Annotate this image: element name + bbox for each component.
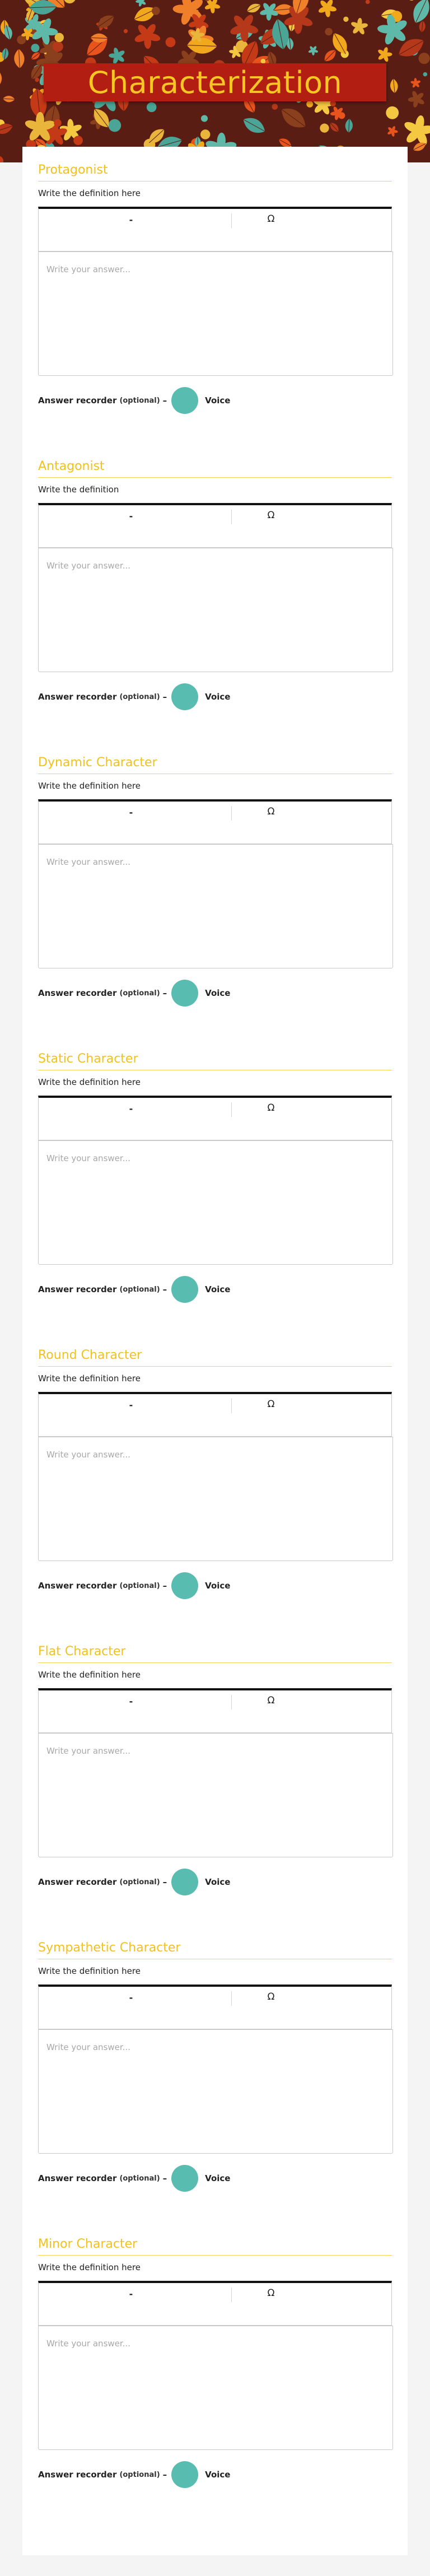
special-characters-button[interactable]: Ω [267, 806, 275, 817]
page-title: Characterization [87, 64, 343, 100]
question-section [38, 459, 392, 571]
leaf-shape [405, 87, 428, 111]
answer-recorder [38, 1572, 230, 1599]
voice-label: Voice [205, 2470, 231, 2480]
answer-textarea[interactable]: Write your answer... [38, 2326, 393, 2450]
answer-textarea[interactable]: Write your answer... [38, 1437, 393, 1561]
special-characters-button[interactable]: Ω [267, 1102, 275, 1114]
leaf-shape [419, 20, 426, 32]
record-voice-button[interactable] [171, 387, 198, 414]
answer-textarea[interactable]: Write your answer... [38, 1733, 393, 1857]
section-title: Dynamic Character [38, 755, 392, 774]
question-section [38, 1940, 392, 2052]
leaf-shape [386, 125, 399, 138]
minus-button[interactable]: - [129, 1103, 133, 1114]
recorder-optional: (optional) [119, 989, 160, 998]
leaf-shape [345, 118, 353, 133]
leaf-shape [123, 29, 129, 34]
section-title: Sympathetic Character [38, 1940, 392, 1959]
leaf-shape [245, 1, 262, 15]
leaf-shape [407, 0, 417, 2]
question-section [38, 755, 392, 867]
minus-button[interactable]: - [129, 2289, 133, 2299]
recorder-label: Answer recorder [38, 692, 117, 702]
editor-toolbar [38, 1096, 392, 1163]
special-characters-button[interactable]: Ω [267, 1991, 275, 2002]
record-voice-button[interactable] [171, 683, 198, 710]
answer-recorder [38, 1276, 230, 1303]
leaf-shape [165, 37, 175, 47]
answer-textarea[interactable]: Write your answer... [38, 548, 393, 672]
recorder-dash: – [162, 2173, 167, 2183]
record-voice-button[interactable] [171, 1572, 198, 1599]
section-definition: Write the definition here [38, 1077, 141, 1087]
section-definition: Write the definition here [38, 1966, 141, 1976]
answer-recorder [38, 387, 230, 414]
leaf-shape [377, 46, 392, 63]
leaf-shape [3, 96, 15, 103]
voice-label: Voice [205, 395, 231, 406]
recorder-dash: – [162, 395, 167, 406]
header-banner [0, 0, 430, 162]
minus-button[interactable]: - [129, 1400, 133, 1410]
leaf-shape [147, 102, 157, 112]
recorder-optional: (optional) [119, 396, 160, 405]
question-section [38, 1348, 392, 1460]
leaf-shape [201, 115, 208, 122]
question-section [38, 1051, 392, 1163]
leaf-shape [0, 69, 2, 88]
leaf-shape [277, 103, 310, 133]
question-section [38, 2237, 392, 2349]
section-title: Antagonist [38, 459, 392, 478]
recorder-optional: (optional) [119, 1878, 160, 1886]
recorder-label: Answer recorder [38, 1877, 117, 1887]
leaf-shape [376, 12, 410, 47]
leaf-shape [0, 156, 3, 162]
leaf-shape [135, 0, 147, 7]
recorder-optional: (optional) [119, 1285, 160, 1294]
leaf-shape [204, 0, 221, 14]
toolbar-divider [231, 510, 232, 524]
leaf-shape [417, 50, 430, 66]
section-definition: Write the definition here [38, 781, 141, 791]
recorder-dash: – [162, 2470, 167, 2480]
recorder-dash: – [162, 1581, 167, 1591]
toolbar-divider [231, 1399, 232, 1413]
voice-label: Voice [205, 1877, 231, 1887]
leaf-shape [199, 128, 212, 141]
voice-label: Voice [205, 692, 231, 702]
answer-recorder [38, 683, 230, 710]
toolbar-divider [231, 213, 232, 228]
special-characters-button[interactable]: Ω [267, 2288, 275, 2299]
answer-textarea[interactable]: Write your answer... [38, 1140, 393, 1265]
special-characters-button[interactable]: Ω [267, 1399, 275, 1410]
voice-label: Voice [205, 988, 231, 998]
voice-label: Voice [205, 1581, 231, 1591]
editor-toolbar [38, 799, 392, 867]
leaf-shape [240, 114, 268, 137]
toolbar-divider [231, 1695, 232, 1709]
record-voice-button[interactable] [171, 2165, 198, 2192]
section-title: Flat Character [38, 1644, 392, 1663]
answer-recorder [38, 2165, 230, 2192]
leaf-shape [324, 27, 334, 36]
voice-label: Voice [205, 1284, 231, 1294]
record-voice-button[interactable] [171, 980, 198, 1007]
section-title: Minor Character [38, 2237, 392, 2256]
leaf-shape [347, 15, 371, 39]
recorder-label: Answer recorder [38, 2470, 117, 2480]
leaf-shape [342, 16, 349, 23]
leaf-shape [227, 9, 262, 45]
minus-button[interactable]: - [129, 511, 133, 521]
minus-button[interactable]: - [129, 1992, 133, 2003]
leaf-shape [422, 71, 428, 77]
leaf-shape [408, 76, 423, 90]
leaf-shape [133, 22, 162, 49]
leaf-shape [409, 0, 430, 26]
leaf-shape [63, 0, 76, 3]
recorder-label: Answer recorder [38, 1284, 117, 1294]
section-definition: Write the definition here [38, 1373, 141, 1384]
recorder-dash: – [162, 692, 167, 702]
recorder-label: Answer recorder [38, 395, 117, 406]
leaf-shape [384, 104, 401, 122]
special-characters-button[interactable]: Ω [267, 213, 275, 225]
section-definition: Write the definition here [38, 1670, 141, 1680]
record-voice-button[interactable] [171, 1276, 198, 1303]
worksheet-card [22, 147, 408, 2555]
recorder-label: Answer recorder [38, 1581, 117, 1591]
editor-toolbar [38, 2281, 392, 2349]
leaf-shape [30, 42, 41, 53]
recorder-optional: (optional) [119, 1581, 160, 1590]
minus-button[interactable]: - [129, 1696, 133, 1707]
recorder-optional: (optional) [119, 692, 160, 701]
recorder-dash: – [162, 1877, 167, 1887]
editor-toolbar [38, 207, 392, 274]
leaf-shape [322, 47, 339, 64]
editor-toolbar [38, 1392, 392, 1460]
record-voice-button[interactable] [171, 1869, 198, 1895]
special-characters-button[interactable]: Ω [267, 510, 275, 521]
toolbar-divider [231, 806, 232, 821]
editor-toolbar [38, 1985, 392, 2052]
section-title: Protagonist [38, 162, 392, 181]
special-characters-button[interactable]: Ω [267, 1695, 275, 1706]
answer-textarea[interactable]: Write your answer... [38, 844, 393, 968]
toolbar-divider [231, 1102, 232, 1117]
leaf-shape [271, 103, 278, 110]
section-definition: Write the definition [38, 485, 119, 495]
minus-button[interactable]: - [129, 215, 133, 225]
recorder-optional: (optional) [119, 2174, 160, 2183]
voice-label: Voice [205, 2173, 231, 2183]
leaf-shape [316, 0, 338, 19]
leaf-shape [365, 0, 371, 4]
section-definition: Write the definition here [38, 188, 141, 198]
answer-textarea[interactable]: Write your answer... [38, 2029, 393, 2154]
editor-toolbar [38, 1688, 392, 1756]
minus-button[interactable]: - [129, 807, 133, 818]
recorder-label: Answer recorder [38, 2173, 117, 2183]
section-title: Round Character [38, 1348, 392, 1367]
recorder-dash: – [162, 1284, 167, 1294]
section-definition: Write the definition here [38, 2262, 141, 2272]
recorder-optional: (optional) [119, 2470, 160, 2479]
toolbar-divider [231, 2288, 232, 2302]
record-voice-button[interactable] [171, 2461, 198, 2488]
answer-recorder [38, 2461, 230, 2488]
answer-recorder [38, 980, 230, 1007]
leaf-shape [328, 120, 341, 133]
recorder-label: Answer recorder [38, 988, 117, 998]
toolbar-divider [231, 1991, 232, 2006]
answer-recorder [38, 1869, 230, 1895]
question-section [38, 162, 392, 274]
question-section [38, 1644, 392, 1756]
recorder-dash: – [162, 988, 167, 998]
leaf-shape [108, 118, 123, 133]
editor-toolbar [38, 503, 392, 571]
section-title: Static Character [38, 1051, 392, 1070]
leaf-shape [13, 49, 25, 69]
leaf-shape [308, 45, 319, 55]
leaf-shape [319, 122, 330, 134]
title-bar [44, 63, 386, 101]
answer-textarea[interactable]: Write your answer... [38, 251, 393, 376]
leaf-shape [390, 78, 399, 94]
